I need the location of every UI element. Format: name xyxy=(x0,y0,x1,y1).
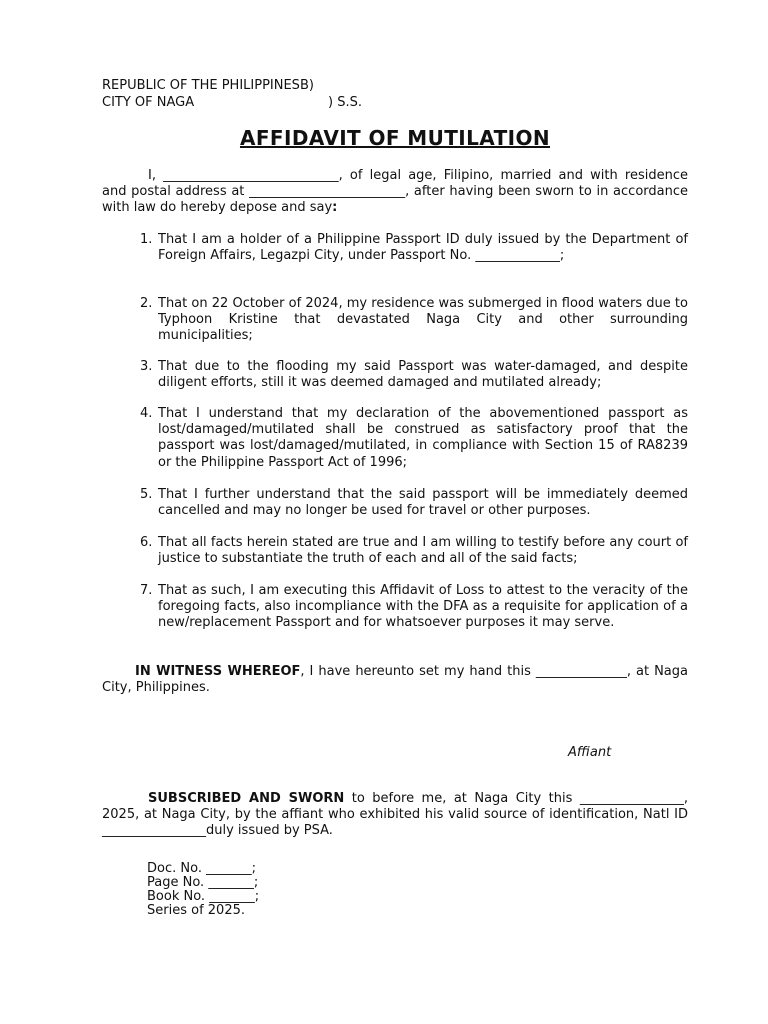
intro-paragraph xyxy=(102,168,688,217)
notarial-register xyxy=(147,862,259,918)
venue-republic: REPUBLIC OF THE PHILIPPINESB) xyxy=(102,78,314,93)
item-text: That on 22 October of 2024, my residence was submerged in flood waters due to Typhoon Kristine that devastated Naga City and other surrounding municipalities; xyxy=(158,296,688,344)
witness-paragraph xyxy=(102,664,688,696)
item-text: That due to the flooding my said Passport was water-damaged, and despite diligent efforts, still it was deemed damaged and mutilated already; xyxy=(158,359,688,391)
item-number: 2. xyxy=(140,296,153,311)
item-number: 6. xyxy=(140,535,153,550)
list-item xyxy=(102,232,688,264)
item-number: 4. xyxy=(140,406,153,421)
jurat-lead: SUBSCRIBED AND SWORN xyxy=(148,791,345,806)
item-text: That all facts herein stated are true and I am willing to testify before any court of justice to substantiate the truth of each and all of the said facts; xyxy=(158,535,688,567)
witness-lead: IN WITNESS WHEREOF xyxy=(135,664,301,679)
intro-text: I, ___________________________, of legal age, Filipino, married and with residence and postal address at ________________________, after having been sworn to in accordance with law do hereby depose and say xyxy=(102,168,688,216)
list-item xyxy=(102,583,688,632)
jurat-paragraph xyxy=(102,791,688,840)
series-year: Series of 2025. xyxy=(147,903,245,918)
item-number: 3. xyxy=(140,359,153,374)
list-item xyxy=(102,406,688,471)
item-text: That as such, I am executing this Affidavit of Loss to attest to the veracity of the foregoing facts, also incompliance with the DFA as a requisite for application of a new/replacement Passport and for whatsoever purposes it may serve. xyxy=(158,583,688,631)
venue-city-name: CITY OF NAGA xyxy=(102,95,195,110)
item-number: 7. xyxy=(140,583,153,598)
list-item xyxy=(102,359,688,391)
item-text: That I am a holder of a Philippine Passport ID duly issued by the Department of Foreign Affairs, Legazpi City, under Passport No. _____________; xyxy=(158,232,688,264)
page-no: Page No. _______; xyxy=(147,875,259,890)
jurat-text: to before me, at Naga City this ________________, 2025, at Naga City, by the affiant who exhibited his valid source of identification, Natl ID ________________duly issued by PSA. xyxy=(102,791,688,839)
list-item xyxy=(102,535,688,567)
document-title: AFFIDAVIT OF MUTILATION xyxy=(239,126,551,150)
witness-text: , I have hereunto set my hand this ______________, at Naga City, Philippines. xyxy=(102,664,688,696)
item-text: That I further understand that the said passport will be immediately deemed cancelled and may no longer be used for travel or other purposes. xyxy=(158,487,688,519)
venue-city xyxy=(102,95,362,111)
doc-no: Doc. No. _______; xyxy=(147,861,256,876)
book-no: Book No. _______; xyxy=(147,889,260,904)
item-text: That I understand that my declaration of the abovementioned passport as lost/damaged/mutilated shall be construed as satisfactory proof that the passport was lost/damaged/mutilated, in compliance with Section 15 of RA8239 or the Philippine Passport Act of 1996; xyxy=(158,406,688,470)
list-item xyxy=(102,487,688,519)
list-item xyxy=(102,296,688,345)
venue-ss: ) S.S. xyxy=(328,95,362,110)
item-number: 5. xyxy=(140,487,153,502)
intro-colon: : xyxy=(332,200,338,216)
item-number: 1. xyxy=(140,232,153,247)
affiant-label: Affiant xyxy=(568,745,612,760)
